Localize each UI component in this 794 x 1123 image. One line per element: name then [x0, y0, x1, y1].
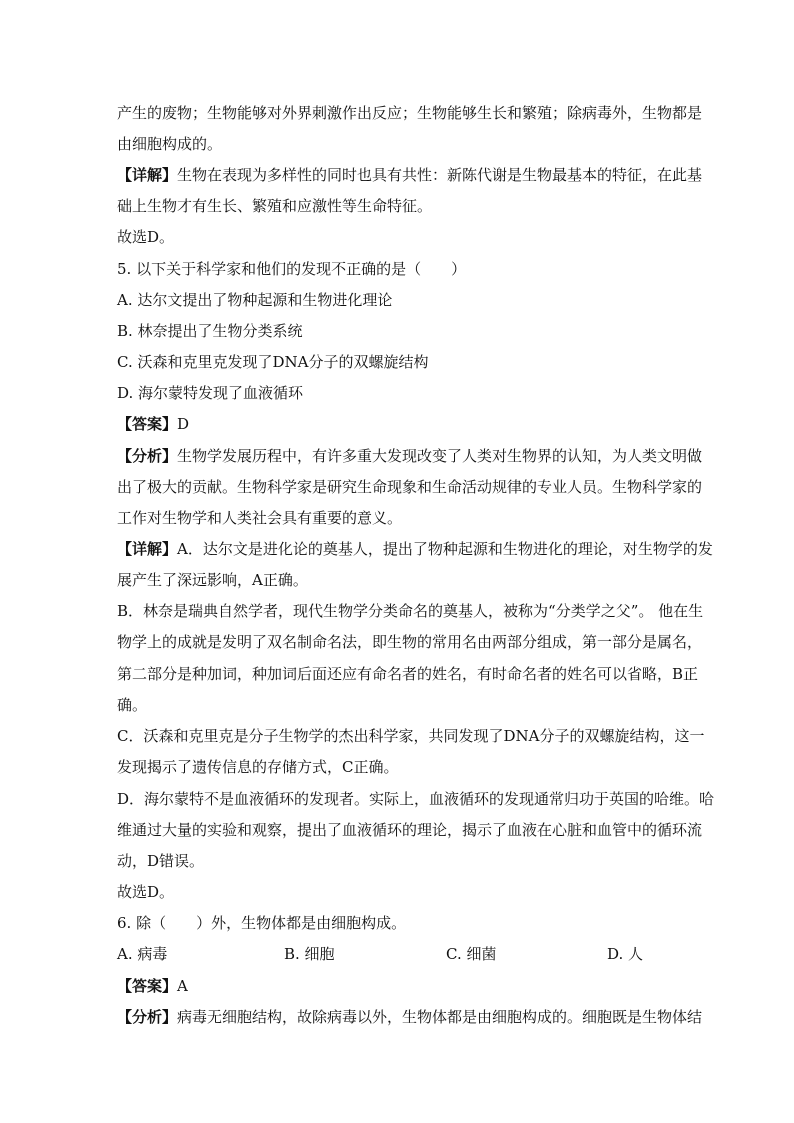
question-5-answer — [117, 414, 189, 434]
question-5-choice: 故选D。 — [117, 883, 175, 901]
question-5-detail-line-1 — [117, 539, 713, 559]
analysis-text: 病毒无细胞结构，故除病毒以外，生物体都是由细胞构成的。细胞既是生物体结 — [177, 1008, 703, 1026]
detail-text: A．达尔文是进化论的奠基人，提出了物种起源和生物进化的理论，对生物学的发 — [177, 540, 713, 558]
question-6-analysis — [117, 1007, 702, 1027]
question-5-detail-line-5: 第二部分是种加词，种加词后面还应有命名者的姓名，有时命名者的姓名可以省略，B正 — [117, 665, 699, 683]
question-5-detail-line-9: D．海尔蒙特不是血液循环的发现者。实际上，血液循环的发现通常归功于英国的哈维。哈 — [117, 790, 715, 808]
question-5-option-d: D. 海尔蒙特发现了血液循环 — [117, 384, 304, 402]
detail-tag: 【详解】 — [117, 540, 178, 558]
detail-tag: 【详解】 — [117, 166, 178, 184]
question-6-option-a: A. 病毒 — [117, 945, 168, 963]
question-5-analysis-line-2: 出了极大的贡献。生物科学家是研究生命现象和生命活动规律的专业人员。生物科学家的 — [117, 478, 703, 496]
question-6-answer — [117, 976, 188, 996]
intro-line-2: 由细胞构成的。 — [117, 135, 223, 153]
question-5-stem: 5. 以下关于科学家和他们的发现不正确的是（ ） — [117, 260, 467, 278]
question-5-analysis-line-1 — [117, 446, 702, 466]
answer-tag: 【答案】 — [117, 415, 178, 433]
question-5-detail-line-11: 动，D错误。 — [117, 852, 205, 870]
intro-line-1: 产生的废物；生物能够对外界刺激作出反应；生物能够生长和繁殖；除病毒外，生物都是 — [117, 104, 703, 122]
question-5-detail-line-4: 物学上的成就是发明了双名制命名法，即生物的常用名由两部分组成，第一部分是属名， — [117, 633, 703, 651]
question-5-analysis-line-3: 工作对生物学和人类社会具有重要的意义。 — [117, 509, 403, 527]
answer-value: D — [177, 415, 190, 433]
analysis-text: 生物学发展历程中，有许多重大发现改变了人类对生物界的认知，为人类文明做 — [177, 447, 703, 465]
question-6-stem: 6. 除（ ）外，生物体都是由细胞构成。 — [117, 914, 407, 932]
answer-value: A — [177, 977, 188, 995]
analysis-tag: 【分析】 — [117, 1008, 178, 1026]
question-5-detail-line-10: 维通过大量的实验和观察，提出了血液循环的理论，揭示了血液在心脏和血管中的循环流 — [117, 821, 703, 839]
question-5-option-c: C. 沃森和克里克发现了DNA分子的双螺旋结构 — [117, 353, 429, 371]
question-6-option-b: B. 细胞 — [284, 945, 335, 963]
question-5-option-a: A. 达尔文提出了物种起源和生物进化理论 — [117, 291, 393, 309]
detail-paragraph-line-1 — [117, 165, 702, 185]
question-6-option-c: C. 细菌 — [446, 945, 497, 963]
question-5-detail-line-3: B．林奈是瑞典自然学者，现代生物学分类命名的奠基人，被称为“分类学之父”。 他在生 — [117, 602, 704, 620]
question-5-detail-line-8: 发现揭示了遗传信息的存储方式，C正确。 — [117, 758, 399, 776]
question-5-option-b: B. 林奈提出了生物分类系统 — [117, 322, 303, 340]
answer-tag: 【答案】 — [117, 977, 178, 995]
question-5-detail-line-7: C．沃森和克里克是分子生物学的杰出科学家，共同发现了DNA分子的双螺旋结构，这一 — [117, 727, 705, 745]
detail-text: 生物在表现为多样性的同时也具有共性：新陈代谢是生物最基本的特征，在此基 — [177, 166, 703, 184]
question-5-detail-line-2: 展产生了深远影响，A正确。 — [117, 571, 308, 589]
detail-paragraph-line-2: 础上生物才有生长、繁殖和应激性等生命特征。 — [117, 197, 433, 215]
question-5-detail-line-6: 确。 — [117, 696, 148, 714]
choice-line: 故选D。 — [117, 228, 175, 246]
analysis-tag: 【分析】 — [117, 447, 178, 465]
question-6-option-d: D. 人 — [607, 945, 644, 963]
